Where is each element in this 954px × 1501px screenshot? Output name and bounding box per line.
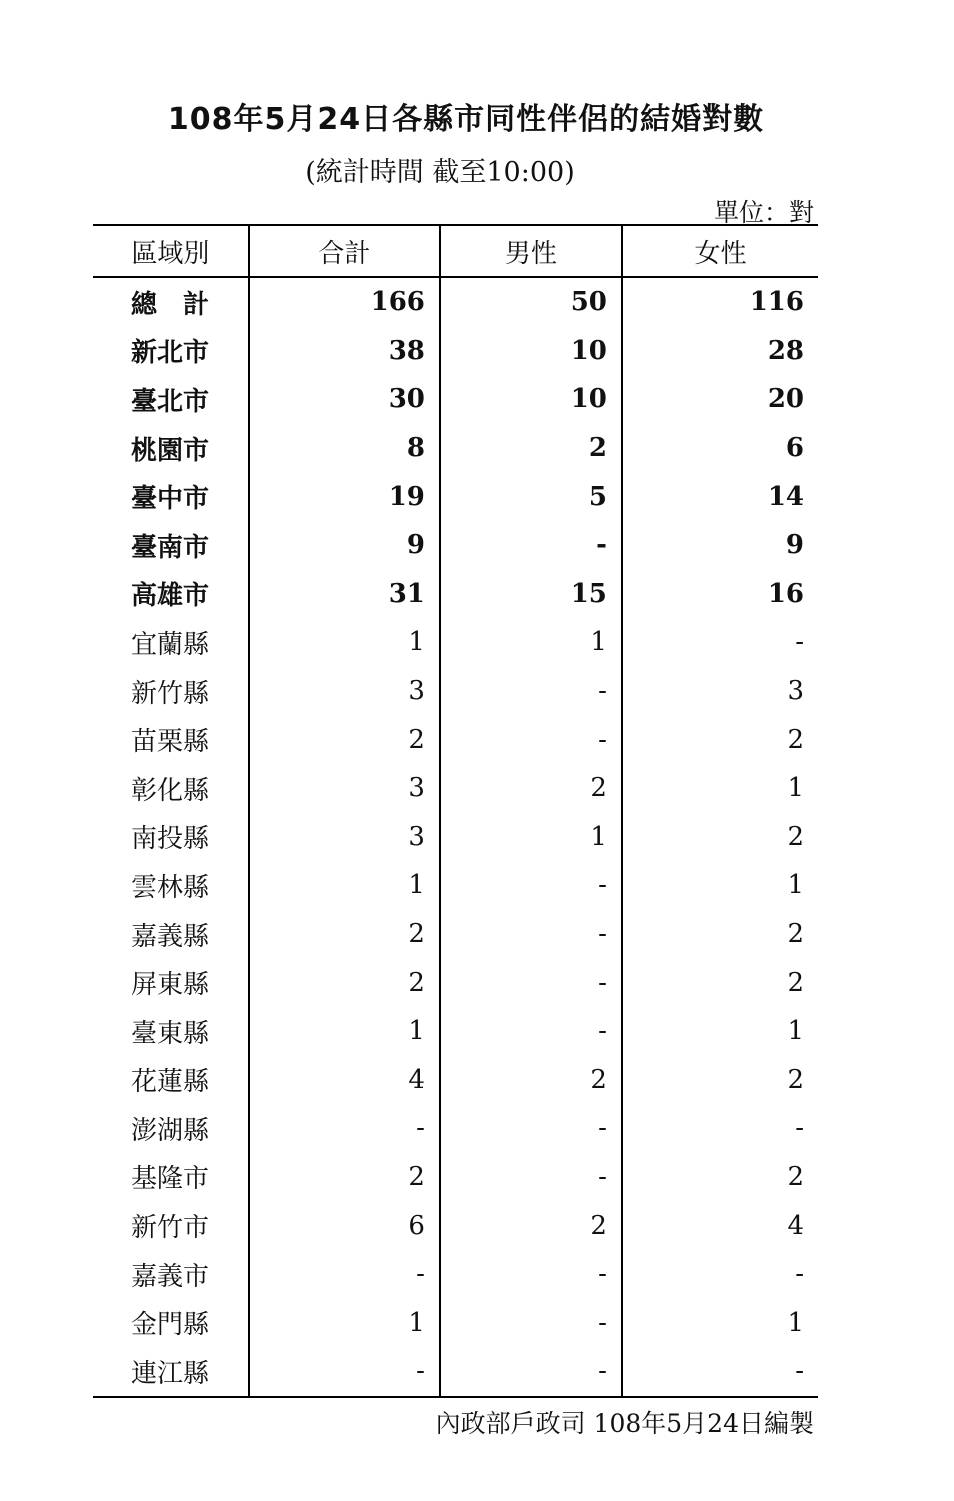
total-cell: - [249,1104,440,1153]
region-cell: 南投縣 [131,824,210,855]
male-cell: - [440,715,622,764]
region-cell: 苗栗縣 [131,727,210,758]
region-cell: 澎湖縣 [131,1115,210,1146]
table-row [93,1056,818,1105]
region-cell: 基隆市 [131,1164,210,1195]
header-total: 合計 [249,225,440,277]
total-cell: 1 [249,1007,440,1056]
female-cell: - [622,1347,818,1397]
male-cell: - [440,1250,622,1299]
table-row [93,764,818,813]
region-cell: 嘉義縣 [131,921,210,952]
table-row [93,667,818,716]
region-cell: 臺北市 [131,386,210,417]
header-region: 區域別 [93,225,249,277]
table-body [93,277,818,1397]
female-cell: 2 [622,715,818,764]
female-cell: 16 [622,570,818,619]
header-female: 女性 [622,225,818,277]
table-row [93,1104,818,1153]
region-cell: 新北市 [131,338,210,369]
region-cell: 花蓮縣 [131,1067,210,1098]
male-cell: - [440,861,622,910]
female-cell: 6 [622,424,818,473]
table-row [93,277,818,327]
total-cell: 1 [249,861,440,910]
female-cell: 4 [622,1201,818,1250]
region-cell: 臺中市 [131,484,210,515]
male-cell: - [440,1104,622,1153]
female-cell: 2 [622,1056,818,1105]
marriage-statistics-table [93,224,818,1398]
total-cell: 4 [249,1056,440,1105]
region-cell: 新竹市 [131,1213,210,1244]
female-cell: 2 [622,958,818,1007]
total-cell: 2 [249,958,440,1007]
document-title: 108年5月24日各縣市同性伴侶的結婚對數 [167,102,765,137]
female-cell: 9 [622,521,818,570]
male-cell: 2 [440,1201,622,1250]
region-cell: 高雄市 [131,581,210,612]
total-cell: 166 [249,277,440,327]
female-cell: 1 [622,861,818,910]
female-cell: 116 [622,277,818,327]
male-cell: 10 [440,327,622,376]
total-cell: 2 [249,715,440,764]
region-cell: 嘉義市 [131,1261,210,1292]
male-cell: 1 [440,813,622,862]
table-row [93,327,818,376]
total-cell: - [249,1250,440,1299]
table-row [93,1298,818,1347]
male-cell: - [440,1347,622,1397]
female-cell: 1 [622,1007,818,1056]
total-cell: 3 [249,764,440,813]
table-row [93,521,818,570]
female-cell: 28 [622,327,818,376]
male-cell: - [440,667,622,716]
table-row [93,472,818,521]
total-cell: 1 [249,618,440,667]
female-cell: 2 [622,910,818,959]
male-cell: 5 [440,472,622,521]
region-cell: 雲林縣 [131,872,210,903]
table-row [93,375,818,424]
total-cell: 3 [249,813,440,862]
female-cell: 3 [622,667,818,716]
male-cell: - [440,521,622,570]
unit-label: 單位：對 [713,198,814,227]
total-cell: 3 [249,667,440,716]
table-row [93,1201,818,1250]
male-cell: - [440,1153,622,1202]
region-cell: 連江縣 [93,1347,249,1397]
total-cell: 2 [249,910,440,959]
female-cell: 14 [622,472,818,521]
female-cell: 1 [622,764,818,813]
region-cell: 新竹縣 [131,678,210,709]
table-row [93,1007,818,1056]
table-header-row [93,225,818,277]
male-cell: 10 [440,375,622,424]
male-cell: 50 [440,277,622,327]
female-cell: 1 [622,1298,818,1347]
total-cell: 30 [249,375,440,424]
table-row [93,1250,818,1299]
table-row [93,1153,818,1202]
table-row [93,1347,818,1397]
region-cell: 金門縣 [131,1310,210,1341]
statistics-time-note: (統計時間 截至10:00) [305,157,575,188]
region-cell: 總 計 [131,289,210,320]
male-cell: - [440,1007,622,1056]
footer-compiled-by: 內政部戶政司 108年5月24日編製 [435,1409,814,1438]
table-row [93,861,818,910]
male-cell: 1 [440,618,622,667]
region-cell: 屏東縣 [131,970,210,1001]
female-cell: 20 [622,375,818,424]
female-cell: - [622,618,818,667]
table-row [93,570,818,619]
total-cell: 8 [249,424,440,473]
total-cell: 19 [249,472,440,521]
table-row [93,958,818,1007]
total-cell: 38 [249,327,440,376]
female-cell: - [622,1104,818,1153]
male-cell: - [440,910,622,959]
male-cell: - [440,958,622,1007]
header-male: 男性 [440,225,622,277]
male-cell: 2 [440,1056,622,1105]
total-cell: 2 [249,1153,440,1202]
male-cell: - [440,1298,622,1347]
table-row [93,813,818,862]
table-row [93,424,818,473]
total-cell: 1 [249,1298,440,1347]
region-cell: 桃園市 [131,435,210,466]
male-cell: 2 [440,424,622,473]
total-cell: 6 [249,1201,440,1250]
female-cell: 2 [622,1153,818,1202]
total-cell: - [249,1347,440,1397]
female-cell: - [622,1250,818,1299]
table-row [93,618,818,667]
table-row [93,715,818,764]
male-cell: 2 [440,764,622,813]
female-cell: 2 [622,813,818,862]
region-cell: 臺東縣 [131,1018,210,1049]
male-cell: 15 [440,570,622,619]
region-cell: 宜蘭縣 [131,629,210,660]
table-row [93,910,818,959]
total-cell: 31 [249,570,440,619]
region-cell: 臺南市 [131,532,210,563]
region-cell: 彰化縣 [131,775,210,806]
total-cell: 9 [249,521,440,570]
